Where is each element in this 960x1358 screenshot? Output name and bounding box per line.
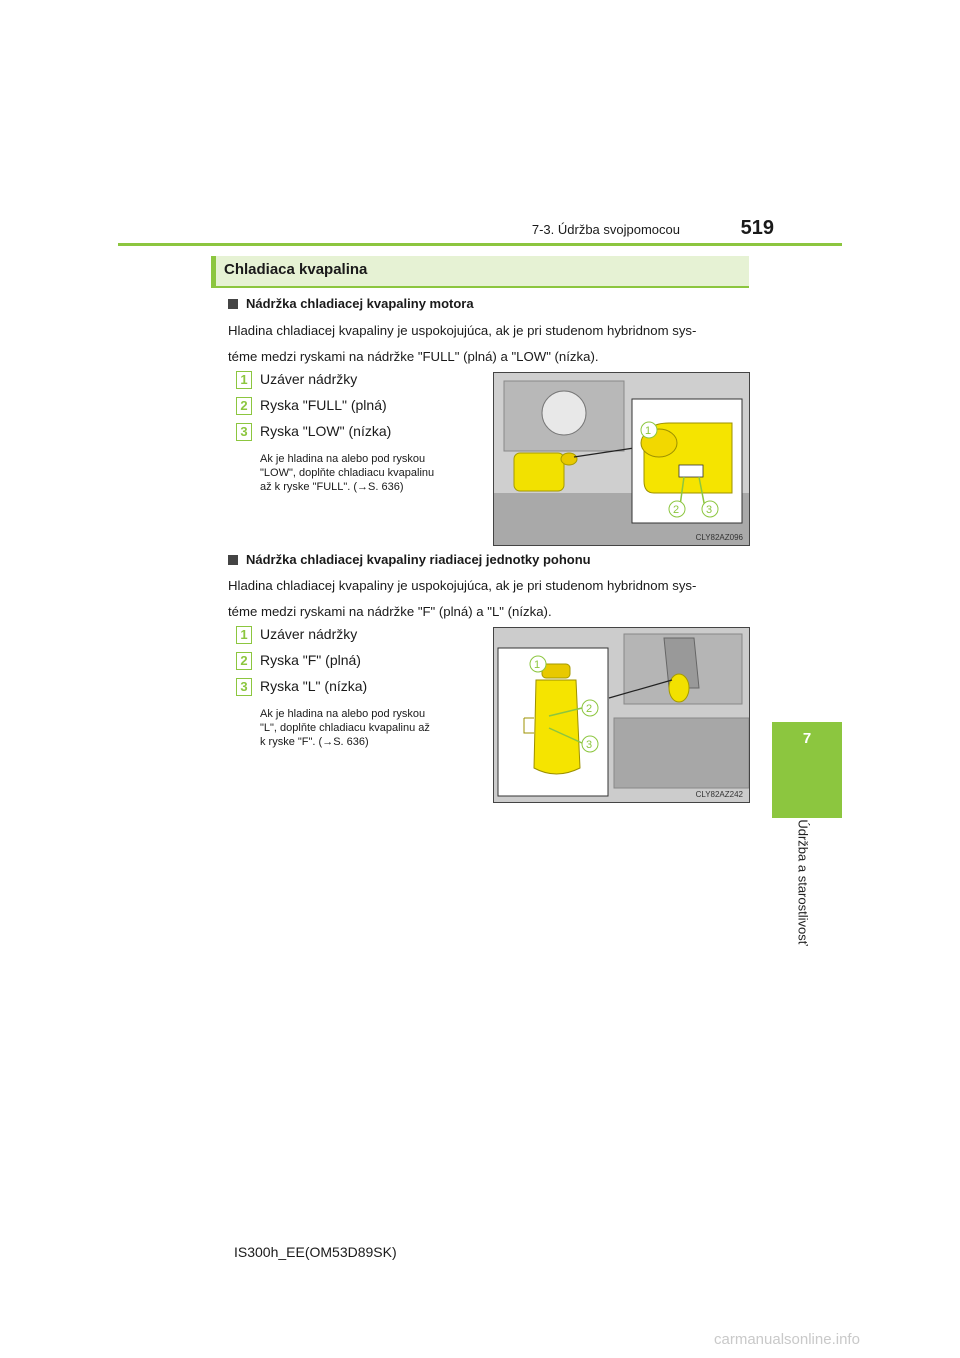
list-number: 1 [236, 371, 252, 389]
pcu-reservoir-heading: Nádržka chladiacej kvapaliny riadiacej jednotky pohonu [228, 552, 591, 567]
list-number: 2 [236, 397, 252, 415]
pcu-reservoir-paragraph: Hladina chladiacej kvapaliny je uspokojujúca, ak je pri studenom hybridnom sys- téme medzi ryskami na nádržke "F" (plná) a "L" (nízka). [228, 578, 697, 619]
engine-reservoir-heading: Nádržka chladiacej kvapaliny motora [228, 296, 474, 311]
manual-code: IS300h_EE(OM53D89SK) [234, 1244, 397, 1260]
list-number: 3 [236, 678, 252, 696]
callout-1: 1 [645, 425, 652, 437]
section-banner-accent [211, 256, 216, 288]
engine-reservoir-note: Ak je hladina na alebo pod ryskou "LOW", doplňte chladiacu kvapalinu až k ryske "FULL". (→S. 636) [260, 453, 435, 493]
list-item: Uzáver nádržky [260, 626, 358, 642]
list-item: Ryska "L" (nízka) [260, 678, 368, 694]
engine-reservoir-figure [493, 372, 750, 546]
chapter-tab-number: 7 [802, 730, 812, 747]
page-number: 519 [740, 217, 774, 239]
watermark: carmanualsonline.info [714, 1331, 860, 1348]
header-rule [118, 243, 842, 246]
list-item: Uzáver nádržky [260, 371, 358, 387]
chapter-tab-label-text: Údržba a starostlivosť [795, 819, 811, 946]
list-number: 1 [236, 626, 252, 644]
callout-2: 2 [673, 504, 680, 516]
list-number: 3 [236, 423, 252, 441]
callout-3: 3 [586, 739, 593, 751]
list-item: Ryska "LOW" (nízka) [260, 423, 392, 439]
list-item: Ryska "F" (plná) [260, 652, 361, 668]
square-bullet-icon [228, 299, 238, 309]
engine-reservoir-paragraph: Hladina chladiacej kvapaliny je uspokojujúca, ak je pri studenom hybridnom sys- téme medzi ryskami na nádržke "FULL" (plná) a "LOW" (nízka). [228, 323, 697, 364]
section-title: Chladiaca kvapalina [224, 261, 368, 278]
callout-2: 2 [586, 703, 593, 715]
list-item: Ryska "FULL" (plná) [260, 397, 387, 413]
figure-code: CLY82AZ096 [695, 533, 743, 542]
callout-1: 1 [534, 659, 541, 671]
header-section-title: 7-3. Údržba svojpomocou [531, 222, 680, 237]
square-bullet-icon [228, 555, 238, 565]
pcu-reservoir-figure [493, 627, 750, 803]
figure-code: CLY82AZ242 [695, 790, 743, 799]
pcu-reservoir-note: Ak je hladina na alebo pod ryskou "L", doplňte chladiacu kvapalinu až k ryske "F". (→S. 636) [260, 708, 430, 748]
list-number: 2 [236, 652, 252, 670]
callout-3: 3 [706, 504, 713, 516]
